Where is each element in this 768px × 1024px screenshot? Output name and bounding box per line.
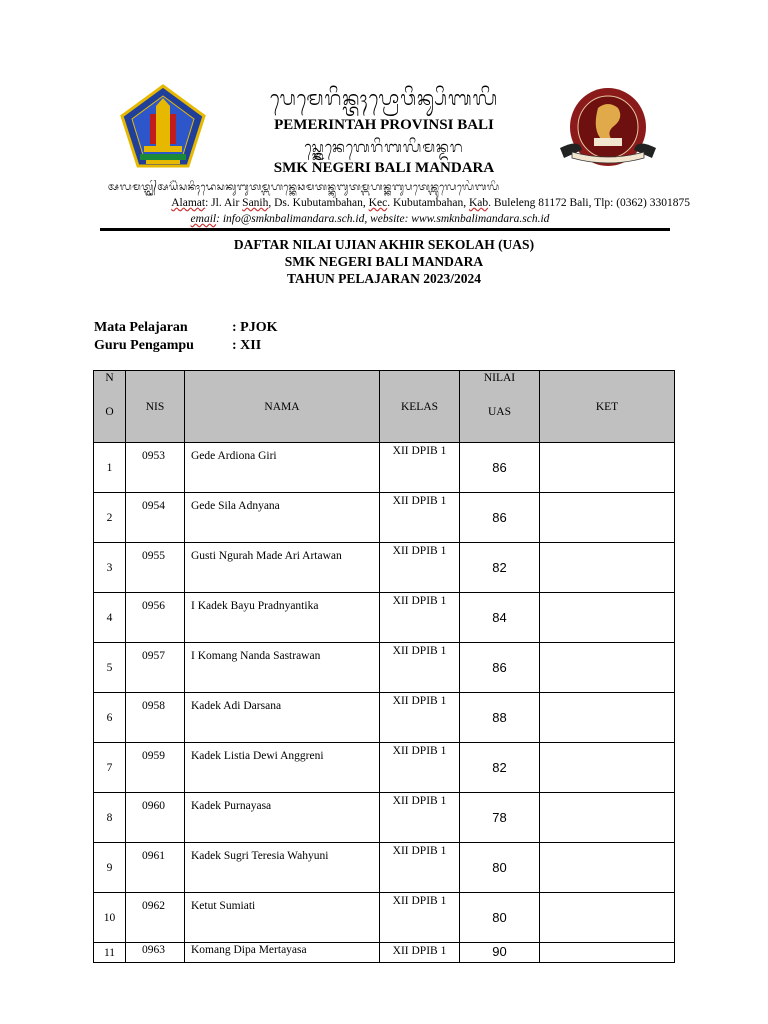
row-nis: 0953	[126, 443, 185, 493]
document-subtitle: SMK NEGERI BALI MANDARA	[284, 254, 484, 269]
row-ket	[540, 893, 675, 943]
table-header-row	[94, 371, 675, 443]
address-label: Alamat	[171, 197, 206, 209]
row-uas: 86	[460, 443, 540, 493]
row-ket	[540, 793, 675, 843]
header-no	[94, 371, 126, 443]
address-part: . Buleleng 81172 Bali, Tlp: (0362) 3301875	[488, 197, 690, 209]
row-nis: 0960	[126, 793, 185, 843]
header-nama: NAMA	[185, 371, 380, 443]
row-nis: 0956	[126, 593, 185, 643]
teacher-row	[94, 338, 261, 354]
row-nis: 0957	[126, 643, 185, 693]
row-uas: 82	[460, 543, 540, 593]
row-uas: 78	[460, 793, 540, 843]
school-name: SMK NEGERI BALI MANDARA	[273, 160, 495, 176]
row-nama: Gede Ardiona Giri	[185, 443, 380, 493]
table-row	[94, 743, 675, 793]
row-uas: 84	[460, 593, 540, 643]
teacher-value: : XII	[232, 338, 262, 353]
row-kelas: XII DPIB 1	[380, 893, 460, 943]
row-nama: Gusti Ngurah Made Ari Artawan	[185, 543, 380, 593]
school-contact	[90, 213, 650, 225]
row-kelas: XII DPIB 1	[380, 493, 460, 543]
row-no: 1	[94, 443, 126, 493]
row-uas: 80	[460, 843, 540, 893]
row-uas: 86	[460, 643, 540, 693]
email-website: : info@smknbalimandara.sch.id, website: www.smknbalimandara.sch.id	[216, 213, 550, 225]
header-no-top: N	[105, 372, 114, 384]
row-nis: 0963	[126, 943, 185, 963]
table-row	[94, 893, 675, 943]
address-part: Sanih	[242, 197, 269, 209]
row-no: 3	[94, 543, 126, 593]
row-uas: 80	[460, 893, 540, 943]
row-uas: 90	[460, 943, 540, 963]
row-no: 8	[94, 793, 126, 843]
teacher-label: Guru Pengampu	[94, 338, 194, 353]
table-row	[94, 543, 675, 593]
row-kelas: XII DPIB 1	[380, 543, 460, 593]
row-nis: 0954	[126, 493, 185, 543]
row-no: 2	[94, 493, 126, 543]
table-row	[94, 793, 675, 843]
header-nilai-uas	[460, 371, 540, 443]
row-nama: I Komang Nanda Sastrawan	[185, 643, 380, 693]
header-uas: UAS	[487, 406, 511, 418]
row-nama: Kadek Sugri Teresia Wahyuni	[185, 843, 380, 893]
government-name: PEMERINTAH PROVINSI BALI	[274, 117, 494, 133]
row-nis: 0959	[126, 743, 185, 793]
row-no: 10	[94, 893, 126, 943]
table-row	[94, 843, 675, 893]
row-kelas: XII DPIB 1	[380, 843, 460, 893]
row-nis: 0961	[126, 843, 185, 893]
row-ket	[540, 743, 675, 793]
table-row	[94, 593, 675, 643]
row-nis: 0962	[126, 893, 185, 943]
row-kelas: XII DPIB 1	[380, 693, 460, 743]
address-part: Kab	[468, 197, 489, 209]
table-row	[94, 493, 675, 543]
row-nama: Kadek Adi Darsana	[185, 693, 380, 743]
row-uas: 86	[460, 493, 540, 543]
row-no: 7	[94, 743, 126, 793]
subject-row	[94, 320, 278, 336]
table-row	[94, 643, 675, 693]
grades-table	[93, 370, 675, 963]
row-nama: Kadek Purnayasa	[185, 793, 380, 843]
header-kelas: KELAS	[380, 371, 460, 443]
header-nis: NIS	[126, 371, 185, 443]
row-nis: 0955	[126, 543, 185, 593]
table-row	[94, 693, 675, 743]
row-ket	[540, 643, 675, 693]
balinese-script-line-3: ᬅᬮᬫᬢ᭄ᬚ᭄ᬮ᭄ᬅᬬᭂᬃᬲᬦᬶᬄᬤᬾᬲᬓᬸᬩᬸᬢᬫ᭄ᬩᬳᬦ᭄ᬓᬾᬘᬫᬢᬦ᭄ᬓᬸᬩᬸᬢᬫ᭄ᬩᬳᬦ᭄ᬓᬩᬸᬧᬢᬾᬦ᭄ᬩᬸᬮᬾᬮᬾᬂᬩᬮᬶ	[108, 182, 500, 193]
row-uas: 82	[460, 743, 540, 793]
row-nama: I Kadek Bayu Pradnyantika	[185, 593, 380, 643]
row-ket	[540, 593, 675, 643]
row-kelas: XII DPIB 1	[380, 443, 460, 493]
subject-value: : PJOK	[232, 320, 278, 335]
row-ket	[540, 943, 675, 963]
row-nis: 0958	[126, 693, 185, 743]
row-kelas: XII DPIB 1	[380, 743, 460, 793]
row-nama: Komang Dipa Mertayasa	[185, 943, 380, 963]
row-kelas: XII DPIB 1	[380, 593, 460, 643]
document-year: TAHUN PELAJARAN 2023/2024	[286, 271, 481, 286]
table-row	[94, 943, 675, 963]
address-part: , Ds. Kubutambahan,	[268, 197, 369, 209]
row-ket	[540, 493, 675, 543]
row-no: 6	[94, 693, 126, 743]
row-no: 4	[94, 593, 126, 643]
row-nama: Gede Sila Adnyana	[185, 493, 380, 543]
row-kelas: XII DPIB 1	[380, 793, 460, 843]
header-nilai: NILAI	[483, 372, 516, 384]
header-no-bottom: O	[105, 406, 114, 418]
address-part: Kec	[368, 197, 388, 209]
document-title: DAFTAR NILAI UJIAN AKHIR SEKOLAH (UAS)	[233, 237, 535, 252]
row-kelas: XII DPIB 1	[380, 943, 460, 963]
row-uas: 88	[460, 693, 540, 743]
address-part: . Kubutambahan,	[387, 197, 469, 209]
grades-table-body	[94, 443, 675, 963]
school-address	[90, 197, 690, 209]
table-row	[94, 443, 675, 493]
subject-label: Mata Pelajaran	[94, 320, 188, 335]
row-ket	[540, 443, 675, 493]
balinese-script-line-2: ᬲ᭄ᬫ᭄ᬓᬾᬦᬾᬕᬾᬭᬶᬩᬮᬶᬫᬦ᭄ᬤᬭ	[304, 138, 464, 156]
row-nama: Kadek Listia Dewi Anggreni	[185, 743, 380, 793]
row-nama: Ketut Sumiati	[185, 893, 380, 943]
header-ket: KET	[540, 371, 675, 443]
row-no: 5	[94, 643, 126, 693]
letterhead-divider	[100, 228, 670, 231]
row-kelas: XII DPIB 1	[380, 643, 460, 693]
row-ket	[540, 543, 675, 593]
row-ket	[540, 843, 675, 893]
address-part: : Jl. Air	[205, 197, 243, 209]
row-no: 9	[94, 843, 126, 893]
email-label: email	[190, 213, 217, 225]
row-ket	[540, 693, 675, 743]
balinese-script-line-1: ᬧᬾᬫᬾᬭᬶᬦ᭄ᬢᬄᬧ᭄ᬭᭀᬯᬶᬦ᭄ᬲᬶᬩᬮᬶ	[269, 86, 499, 110]
row-no: 11	[94, 943, 126, 963]
